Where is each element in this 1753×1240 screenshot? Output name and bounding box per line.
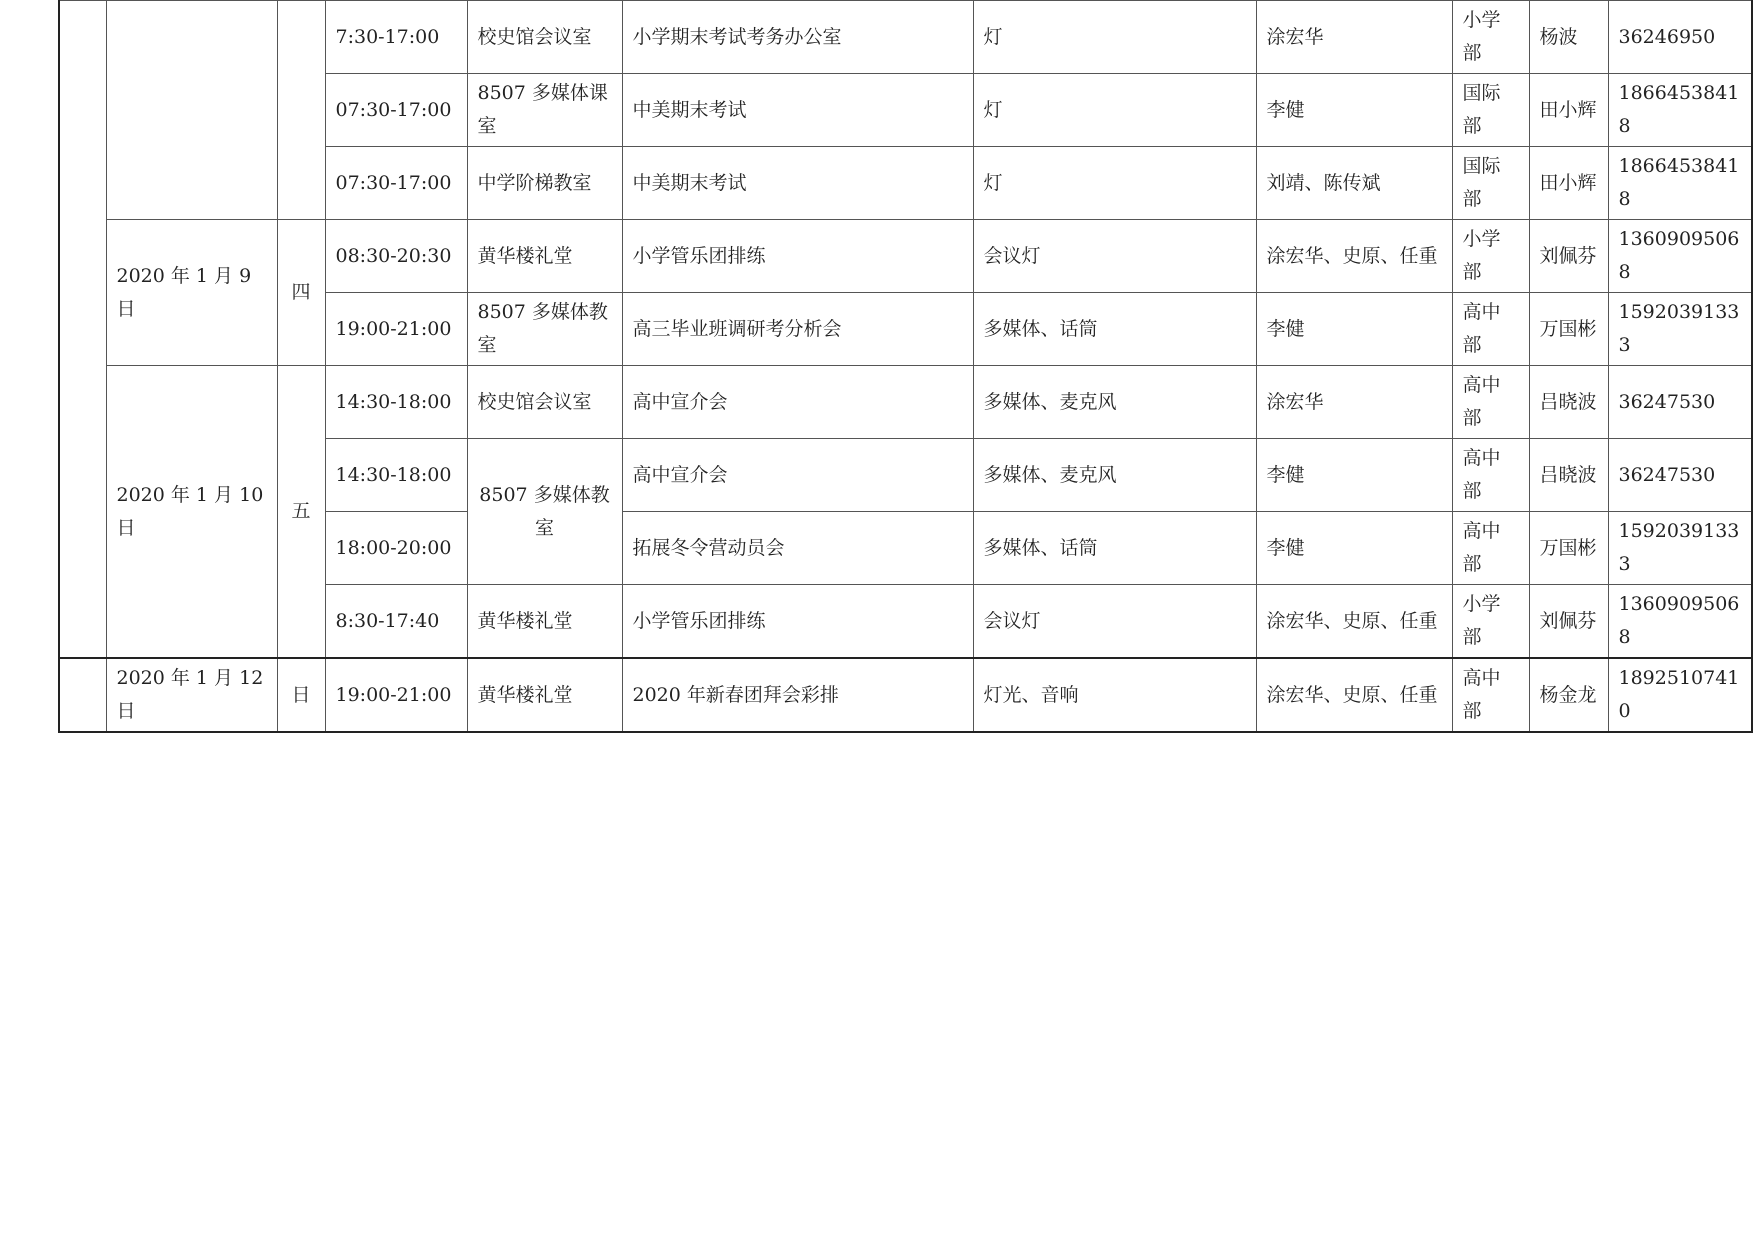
table-row bbox=[59, 1, 1752, 74]
weekday-cell bbox=[277, 1, 325, 220]
equipment-cell: 多媒体、麦克风 bbox=[973, 439, 1256, 512]
phone-cell: 15920391333 bbox=[1608, 293, 1752, 366]
phone-cell: 36247530 bbox=[1608, 439, 1752, 512]
equipment-cell: 会议灯 bbox=[973, 220, 1256, 293]
venue-cell: 黄华楼礼堂 bbox=[467, 585, 622, 659]
contact-cell: 杨波 bbox=[1529, 1, 1608, 74]
table-row bbox=[59, 658, 1752, 732]
dept-cell: 高中部 bbox=[1452, 439, 1529, 512]
time-cell: 08:30-20:30 bbox=[325, 220, 467, 293]
staff-cell: 涂宏华、史原、任重 bbox=[1256, 220, 1452, 293]
contact-cell: 杨金龙 bbox=[1529, 658, 1608, 732]
staff-cell: 李健 bbox=[1256, 74, 1452, 147]
dept-cell: 高中部 bbox=[1452, 658, 1529, 732]
schedule-table bbox=[58, 0, 1753, 733]
staff-cell: 涂宏华、史原、任重 bbox=[1256, 658, 1452, 732]
staff-cell: 涂宏华、史原、任重 bbox=[1256, 585, 1452, 659]
dept-cell: 国际部 bbox=[1452, 74, 1529, 147]
equipment-cell: 多媒体、话筒 bbox=[973, 293, 1256, 366]
date-cell bbox=[106, 1, 277, 220]
dept-cell: 高中部 bbox=[1452, 366, 1529, 439]
contact-cell: 吕晓波 bbox=[1529, 439, 1608, 512]
event-cell: 小学管乐团排练 bbox=[622, 220, 973, 293]
phone-cell: 18664538418 bbox=[1608, 147, 1752, 220]
dept-cell: 高中部 bbox=[1452, 512, 1529, 585]
venue-cell: 黄华楼礼堂 bbox=[467, 220, 622, 293]
contact-cell: 万国彬 bbox=[1529, 293, 1608, 366]
time-cell: 19:00-21:00 bbox=[325, 658, 467, 732]
staff-cell: 涂宏华 bbox=[1256, 366, 1452, 439]
equipment-cell: 会议灯 bbox=[973, 585, 1256, 659]
dept-cell: 国际部 bbox=[1452, 147, 1529, 220]
venue-cell: 校史馆会议室 bbox=[467, 1, 622, 74]
venue-cell: 中学阶梯教室 bbox=[467, 147, 622, 220]
phone-cell: 15920391333 bbox=[1608, 512, 1752, 585]
staff-cell: 李健 bbox=[1256, 293, 1452, 366]
date-cell: 2020 年 1 月 12 日 bbox=[106, 658, 277, 732]
event-cell: 高中宣介会 bbox=[622, 439, 973, 512]
dept-cell: 小学部 bbox=[1452, 220, 1529, 293]
venue-cell: 8507 多媒体课室 bbox=[467, 74, 622, 147]
event-cell: 中美期末考试 bbox=[622, 74, 973, 147]
phone-cell: 13609095068 bbox=[1608, 585, 1752, 659]
dept-cell: 小学部 bbox=[1452, 1, 1529, 74]
event-cell: 2020 年新春团拜会彩排 bbox=[622, 658, 973, 732]
contact-cell: 万国彬 bbox=[1529, 512, 1608, 585]
phone-cell: 36247530 bbox=[1608, 366, 1752, 439]
event-cell: 高三毕业班调研考分析会 bbox=[622, 293, 973, 366]
time-cell: 7:30-17:00 bbox=[325, 1, 467, 74]
venue-cell: 8507 多媒体教室 bbox=[467, 439, 622, 585]
week-cell bbox=[59, 1, 106, 659]
staff-cell: 涂宏华 bbox=[1256, 1, 1452, 74]
phone-cell: 13609095068 bbox=[1608, 220, 1752, 293]
event-cell: 中美期末考试 bbox=[622, 147, 973, 220]
equipment-cell: 灯 bbox=[973, 1, 1256, 74]
week-cell bbox=[59, 658, 106, 732]
venue-cell: 黄华楼礼堂 bbox=[467, 658, 622, 732]
equipment-cell: 灯光、音响 bbox=[973, 658, 1256, 732]
phone-cell: 36246950 bbox=[1608, 1, 1752, 74]
venue-cell: 8507 多媒体教室 bbox=[467, 293, 622, 366]
dept-cell: 高中部 bbox=[1452, 293, 1529, 366]
contact-cell: 田小辉 bbox=[1529, 147, 1608, 220]
contact-cell: 吕晓波 bbox=[1529, 366, 1608, 439]
time-cell: 14:30-18:00 bbox=[325, 439, 467, 512]
staff-cell: 李健 bbox=[1256, 512, 1452, 585]
time-cell: 07:30-17:00 bbox=[325, 147, 467, 220]
event-cell: 小学期末考试考务办公室 bbox=[622, 1, 973, 74]
time-cell: 18:00-20:00 bbox=[325, 512, 467, 585]
venue-cell: 校史馆会议室 bbox=[467, 366, 622, 439]
weekday-cell: 四 bbox=[277, 220, 325, 366]
time-cell: 8:30-17:40 bbox=[325, 585, 467, 659]
equipment-cell: 多媒体、话筒 bbox=[973, 512, 1256, 585]
dept-cell: 小学部 bbox=[1452, 585, 1529, 659]
event-cell: 拓展冬令营动员会 bbox=[622, 512, 973, 585]
time-cell: 07:30-17:00 bbox=[325, 74, 467, 147]
date-cell: 2020 年 1 月 9 日 bbox=[106, 220, 277, 366]
contact-cell: 田小辉 bbox=[1529, 74, 1608, 147]
equipment-cell: 灯 bbox=[973, 147, 1256, 220]
staff-cell: 刘靖、陈传斌 bbox=[1256, 147, 1452, 220]
table-row bbox=[59, 220, 1752, 293]
weekday-cell: 日 bbox=[277, 658, 325, 732]
contact-cell: 刘佩芬 bbox=[1529, 585, 1608, 659]
time-cell: 19:00-21:00 bbox=[325, 293, 467, 366]
equipment-cell: 灯 bbox=[973, 74, 1256, 147]
event-cell: 小学管乐团排练 bbox=[622, 585, 973, 659]
contact-cell: 刘佩芬 bbox=[1529, 220, 1608, 293]
staff-cell: 李健 bbox=[1256, 439, 1452, 512]
weekday-cell: 五 bbox=[277, 366, 325, 659]
date-cell: 2020 年 1 月 10 日 bbox=[106, 366, 277, 659]
equipment-cell: 多媒体、麦克风 bbox=[973, 366, 1256, 439]
time-cell: 14:30-18:00 bbox=[325, 366, 467, 439]
event-cell: 高中宣介会 bbox=[622, 366, 973, 439]
table-row bbox=[59, 366, 1752, 439]
phone-cell: 18925107410 bbox=[1608, 658, 1752, 732]
phone-cell: 18664538418 bbox=[1608, 74, 1752, 147]
